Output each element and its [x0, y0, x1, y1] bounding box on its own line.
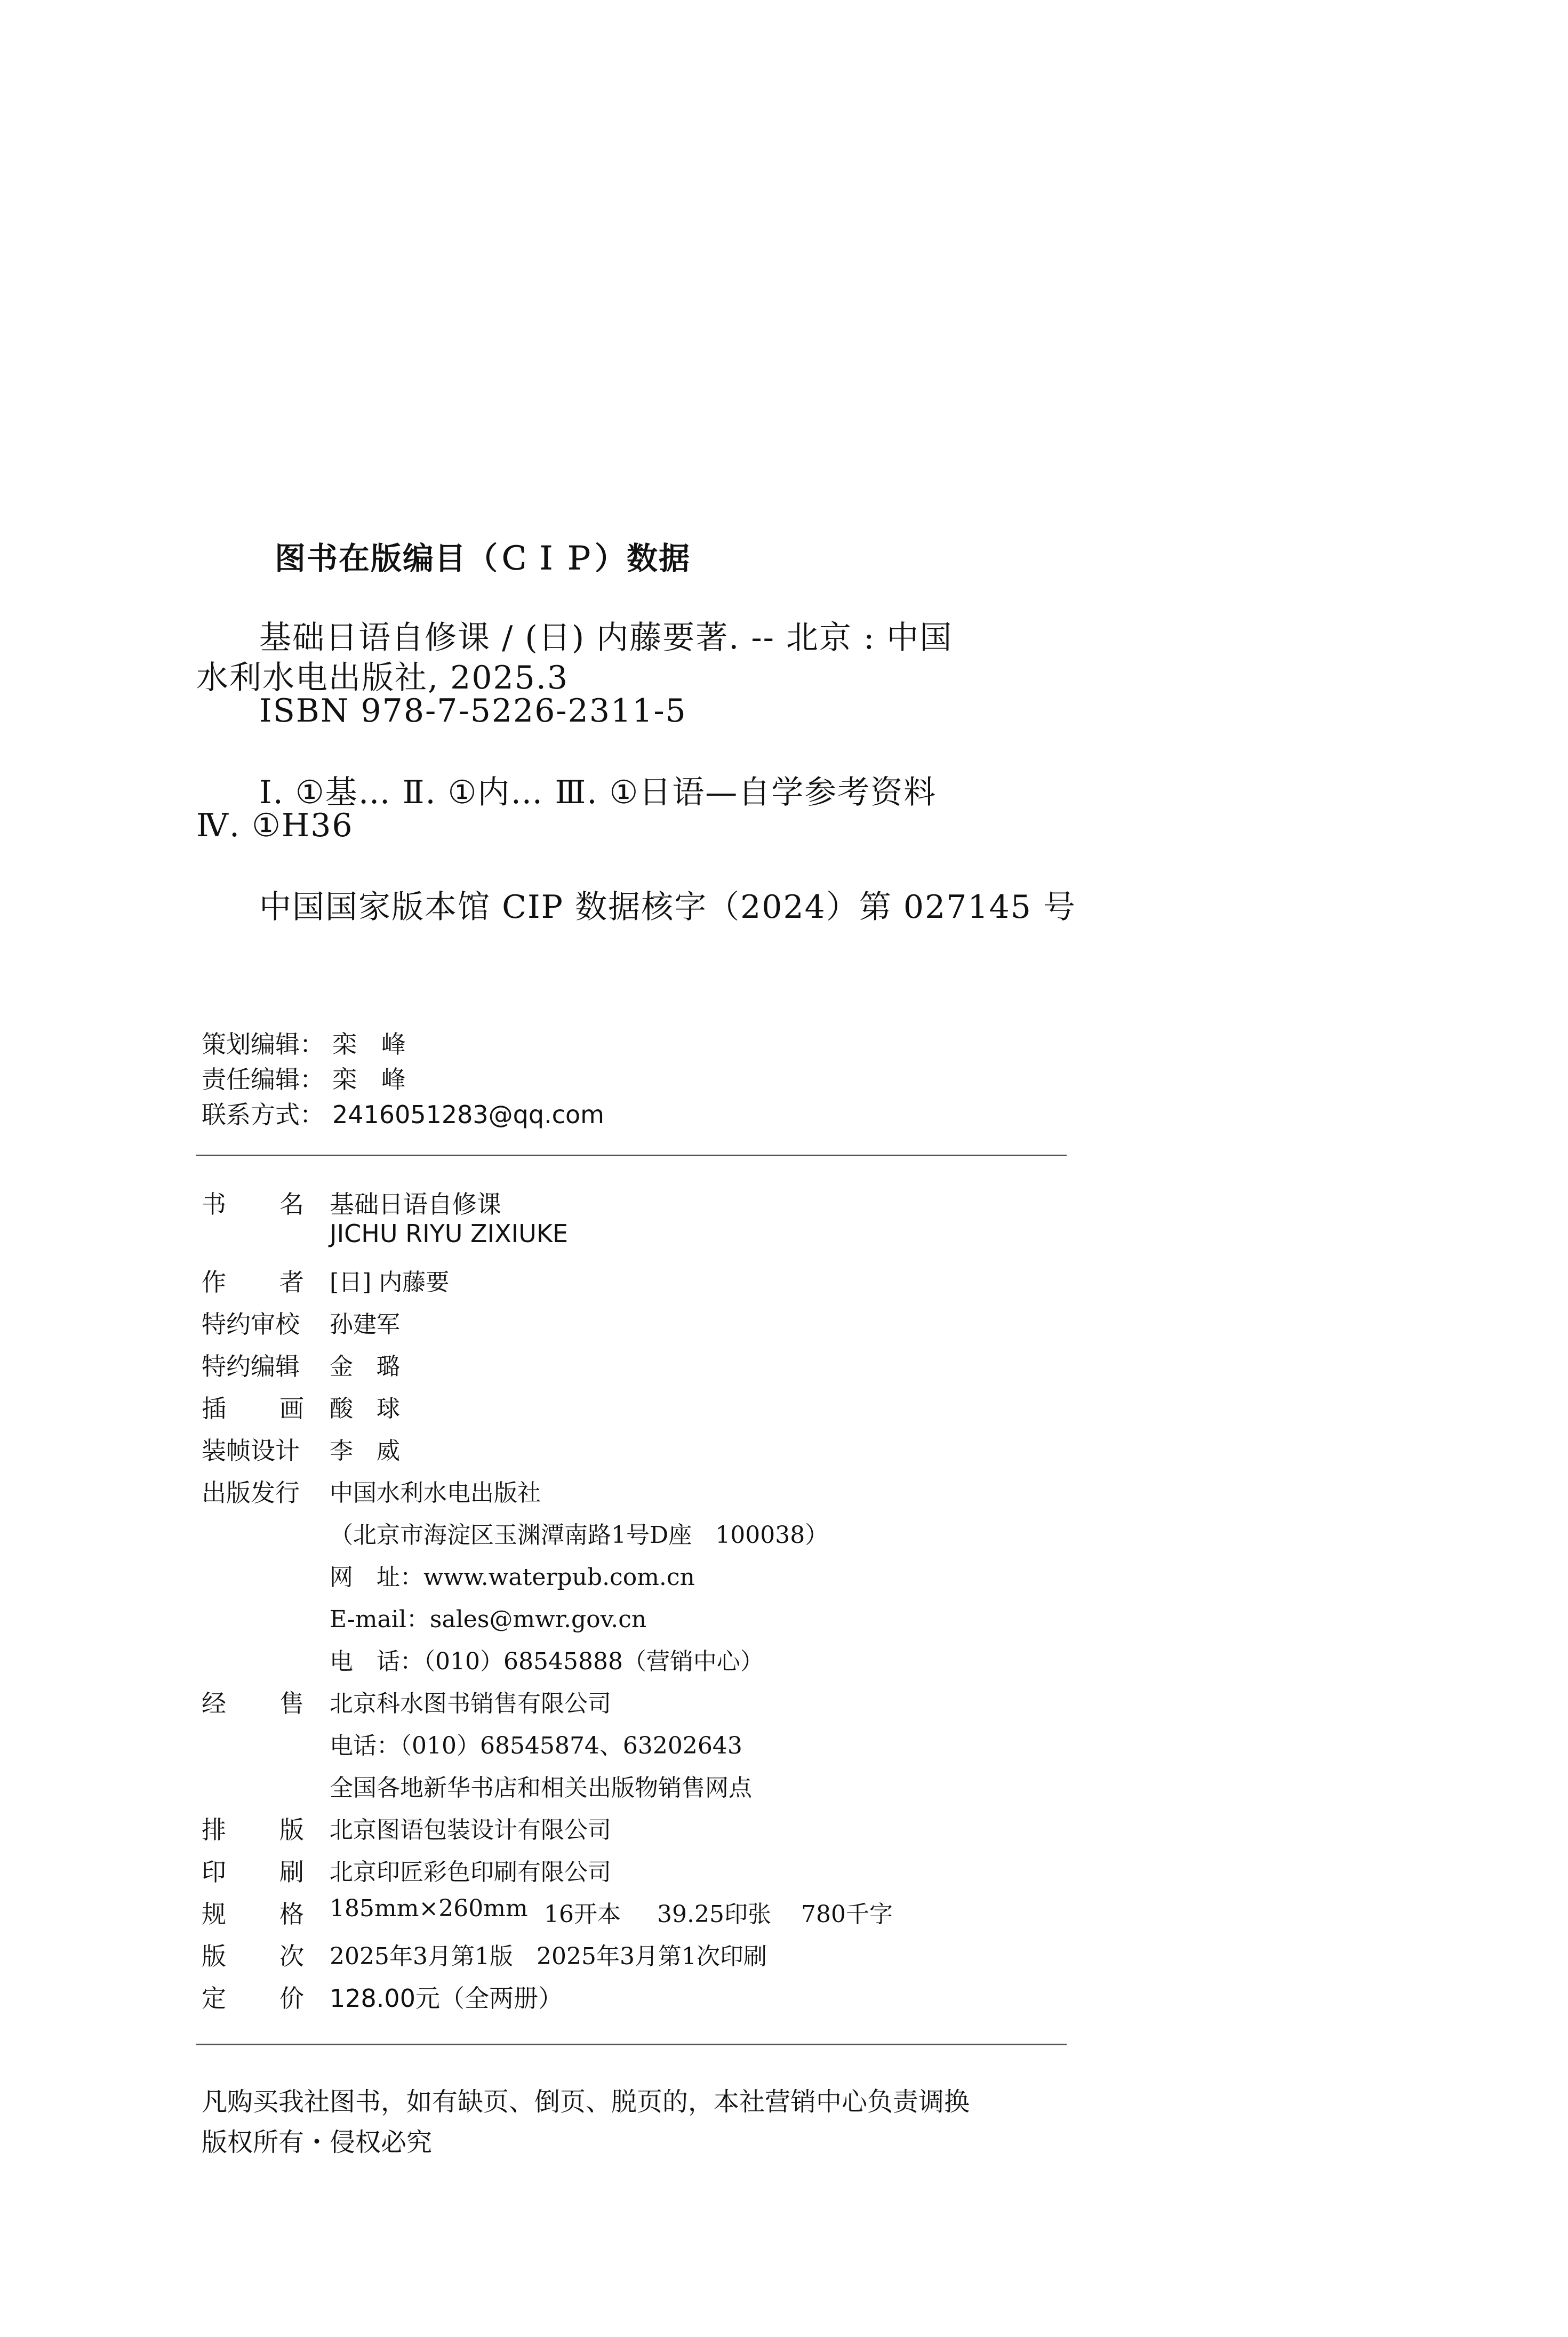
special-editor: 金 璐: [330, 1353, 400, 1380]
label-char: 售: [279, 1689, 304, 1718]
label-special-editor: 特约编辑: [202, 1352, 300, 1381]
special-review: 孙建军: [330, 1311, 400, 1338]
contact-value: 栾 峰: [332, 1065, 406, 1094]
publisher-phone: 电 话：（010）68545888（营销中心）: [330, 1648, 764, 1675]
edition: 2025年3月第1版 2025年3月第1次印刷: [330, 1943, 767, 1970]
label-char: 书: [202, 1190, 226, 1219]
label-char: 格: [279, 1900, 304, 1928]
contact-value: 栾 峰: [332, 1030, 406, 1059]
label-char: 画: [279, 1394, 304, 1423]
label-book-name: [202, 1185, 304, 1220]
replacement-notice: 凡购买我社图书，如有缺页、倒页、脱页的，本社营销中心负责调换: [202, 2087, 970, 2117]
label-char: 作: [202, 1268, 226, 1296]
contact-responsible-editor: [202, 1060, 406, 1095]
book-name: 基础日语自修课: [330, 1190, 501, 1219]
label-char: 经: [202, 1689, 226, 1718]
illustration: 酸 球: [330, 1395, 400, 1422]
label-price: [202, 1979, 304, 2014]
label-illustration: [202, 1389, 304, 1424]
label-author: [202, 1263, 304, 1298]
contact-label: 策划编辑：: [202, 1030, 324, 1059]
author: [日] 内藤要: [330, 1269, 450, 1296]
publisher-website: 网 址：www.waterpub.com.cn: [330, 1564, 695, 1591]
label-special-review: 特约审校: [202, 1310, 300, 1339]
label-printing: [202, 1853, 304, 1888]
divider-top: [196, 1155, 1067, 1156]
label-spec: [202, 1895, 304, 1930]
spec-words: 780千字: [801, 1901, 893, 1928]
contact-planning-editor: [202, 1025, 406, 1060]
cip-classification-line-2: Ⅳ. ①H36: [196, 807, 354, 844]
publisher-address: （北京市海淀区玉渊潭南路1号D座 100038）: [330, 1522, 829, 1549]
contact-label: 责任编辑：: [202, 1065, 324, 1094]
cip-classification-line-1: Ⅰ. ①基… Ⅱ. ①内… Ⅲ. ①日语—自学参考资料: [259, 774, 937, 811]
cip-record-line-2: 水利水电出版社, 2025.3: [196, 659, 569, 697]
distributor: 北京科水图书销售有限公司: [330, 1690, 611, 1717]
book-name-pinyin: JICHU RIYU ZIXIUKE: [330, 1219, 569, 1248]
label-char: 规: [202, 1900, 226, 1928]
design: 李 威: [330, 1437, 400, 1464]
label-distributor: [202, 1684, 304, 1719]
label-edition: [202, 1937, 304, 1972]
label-char: 价: [279, 1984, 304, 2013]
copyright-notice: 版权所有・侵权必究: [202, 2127, 433, 2157]
label-char: 排: [202, 1815, 226, 1844]
contact-label: 联系方式：: [202, 1100, 324, 1129]
typesetting: 北京图语包装设计有限公司: [330, 1816, 611, 1844]
publisher-email: E-mail：sales@mwr.gov.cn: [330, 1606, 647, 1633]
label-publisher: 出版发行: [202, 1478, 300, 1507]
label-char: 版: [279, 1815, 304, 1844]
spec-size: 185mm×260mm: [330, 1895, 528, 1922]
spec-sheets: 39.25印张: [657, 1901, 771, 1928]
label-char: 刷: [279, 1858, 304, 1886]
label-char: 名: [279, 1190, 304, 1219]
publisher: 中国水利水电出版社: [330, 1479, 541, 1507]
cip-title: 图书在版编目（ＣＩＰ）数据: [275, 540, 691, 577]
price: 128.00元（全两册）: [330, 1984, 563, 2013]
label-char: 者: [279, 1268, 304, 1296]
divider-bottom: [196, 2044, 1067, 2045]
cip-isbn: ISBN 978-7-5226-2311-5: [259, 692, 687, 730]
contact-value: 2416051283@qq.com: [332, 1100, 604, 1129]
cip-verification: 中国国家版本馆 CIP 数据核字（2024）第 027145 号: [259, 889, 1077, 926]
label-char: 印: [202, 1858, 226, 1886]
distributor-phone: 电话：（010）68545874、63202643: [330, 1732, 742, 1759]
distributor-network: 全国各地新华书店和相关出版物销售网点: [330, 1774, 752, 1802]
printing: 北京印匠彩色印刷有限公司: [330, 1859, 611, 1886]
label-char: 版: [202, 1942, 226, 1971]
spec-format: 16开本: [544, 1901, 621, 1928]
label-char: 插: [202, 1394, 226, 1423]
label-char: 定: [202, 1984, 226, 2013]
contact-email: [202, 1095, 604, 1131]
label-typesetting: [202, 1811, 304, 1846]
label-char: 次: [279, 1942, 304, 1971]
cip-record-line-1: 基础日语自修课 / (日) 内藤要著. -- 北京 : 中国: [259, 619, 953, 657]
label-design: 装帧设计: [202, 1436, 300, 1465]
